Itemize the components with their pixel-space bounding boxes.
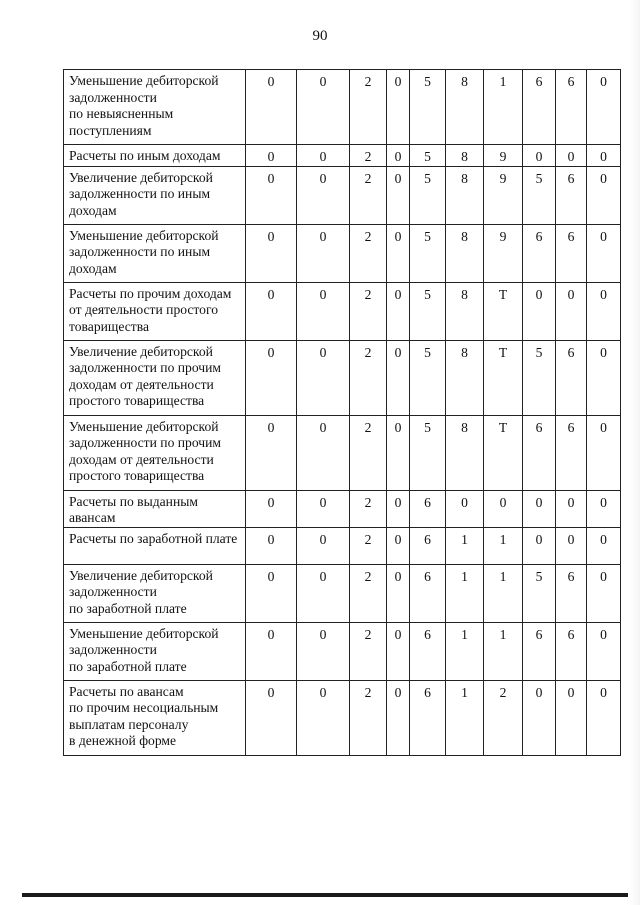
code-digit: 6	[556, 70, 587, 145]
code-digit: 5	[410, 282, 446, 340]
code-digit: 8	[446, 282, 484, 340]
code-digit: 0	[523, 490, 556, 527]
code-digit: 0	[587, 680, 621, 755]
code-digit: 0	[587, 145, 621, 167]
code-digit: 0	[556, 527, 587, 564]
code-digit: 0	[587, 527, 621, 564]
row-label: Расчеты по выданным авансам	[64, 490, 246, 527]
table-row	[64, 70, 621, 145]
code-digit: 0	[556, 490, 587, 527]
code-digit: 0	[246, 622, 297, 680]
code-digit: 8	[446, 166, 484, 224]
code-digit: 8	[446, 224, 484, 282]
code-digit: 5	[410, 70, 446, 145]
code-digit: 0	[523, 145, 556, 167]
table-row	[64, 527, 621, 564]
code-digit: 0	[246, 527, 297, 564]
table-row	[64, 166, 621, 224]
code-digit: 0	[246, 145, 297, 167]
code-digit: 0	[297, 282, 350, 340]
code-digit: 0	[446, 490, 484, 527]
code-digit: 0	[556, 282, 587, 340]
code-digit: 0	[587, 415, 621, 490]
row-label: Уменьшение дебиторской задолженности по заработной плате	[64, 622, 246, 680]
code-digit: 0	[246, 490, 297, 527]
code-digit: 2	[350, 490, 387, 527]
code-digit: 0	[387, 415, 410, 490]
code-digit: 0	[246, 166, 297, 224]
code-digit: 9	[484, 224, 523, 282]
code-digit: 0	[297, 166, 350, 224]
code-digit: 6	[523, 622, 556, 680]
code-digit: 6	[556, 224, 587, 282]
code-digit: 0	[297, 564, 350, 622]
code-digit: 0	[556, 680, 587, 755]
code-digit: 8	[446, 70, 484, 145]
code-digit: 8	[446, 340, 484, 415]
code-digit: Т	[484, 340, 523, 415]
row-label: Увеличение дебиторской задолженности по заработной плате	[64, 564, 246, 622]
code-digit: 0	[246, 680, 297, 755]
table-row	[64, 415, 621, 490]
code-digit: 0	[297, 415, 350, 490]
row-label: Увеличение дебиторской задолженности по иным доходам	[64, 166, 246, 224]
code-digit: 0	[587, 282, 621, 340]
scan-edge	[630, 0, 640, 905]
code-digit: 0	[297, 145, 350, 167]
page-number: 90	[312, 28, 328, 44]
row-label: Увеличение дебиторской задолженности по прочим доходам от деятельности простого товарищества	[64, 340, 246, 415]
code-digit: 0	[556, 145, 587, 167]
code-digit: 6	[410, 527, 446, 564]
code-digit: 6	[523, 224, 556, 282]
code-digit: 8	[446, 145, 484, 167]
code-digit: 0	[587, 490, 621, 527]
code-digit: 0	[587, 70, 621, 145]
code-digit: 9	[484, 145, 523, 167]
code-digit: Т	[484, 415, 523, 490]
code-digit: Т	[484, 282, 523, 340]
table-row	[64, 145, 621, 167]
code-digit: 0	[587, 166, 621, 224]
code-digit: 0	[587, 224, 621, 282]
code-digit: 5	[523, 564, 556, 622]
code-digit: 0	[246, 224, 297, 282]
code-digit: 2	[350, 564, 387, 622]
code-digit: 0	[484, 490, 523, 527]
code-digit: 5	[523, 166, 556, 224]
code-digit: 0	[387, 145, 410, 167]
code-digit: 5	[410, 415, 446, 490]
code-digit: 0	[297, 70, 350, 145]
code-digit: 0	[387, 166, 410, 224]
row-label: Расчеты по авансам по прочим несоциальным выплатам персоналу в денежной форме	[64, 680, 246, 755]
code-digit: 0	[297, 340, 350, 415]
code-digit: 5	[523, 340, 556, 415]
row-label: Уменьшение дебиторской задолженности по невыясненным поступлениям	[64, 70, 246, 145]
table-row	[64, 224, 621, 282]
code-digit: 8	[446, 415, 484, 490]
code-digit: 2	[350, 224, 387, 282]
row-label: Расчеты по прочим доходам от деятельности простого товарищества	[64, 282, 246, 340]
code-digit: 0	[523, 527, 556, 564]
code-digit: 0	[246, 340, 297, 415]
code-digit: 6	[410, 622, 446, 680]
code-digit: 0	[387, 622, 410, 680]
code-digit: 0	[387, 224, 410, 282]
code-digit: 6	[523, 70, 556, 145]
code-digit: 6	[410, 564, 446, 622]
table-row	[64, 680, 621, 755]
code-digit: 0	[297, 224, 350, 282]
code-digit: 1	[484, 564, 523, 622]
accounts-table	[63, 69, 621, 756]
code-digit: 5	[410, 340, 446, 415]
code-digit: 1	[446, 680, 484, 755]
code-digit: 6	[556, 340, 587, 415]
code-digit: 0	[387, 564, 410, 622]
code-digit: 2	[350, 415, 387, 490]
code-digit: 1	[446, 527, 484, 564]
code-digit: 0	[246, 564, 297, 622]
code-digit: 0	[297, 680, 350, 755]
code-digit: 2	[350, 166, 387, 224]
code-digit: 5	[410, 166, 446, 224]
code-digit: 1	[446, 622, 484, 680]
bottom-rule	[22, 893, 628, 897]
table-row	[64, 564, 621, 622]
code-digit: 2	[484, 680, 523, 755]
code-digit: 6	[556, 166, 587, 224]
table-row	[64, 622, 621, 680]
table-row	[64, 282, 621, 340]
code-digit: 2	[350, 680, 387, 755]
row-label: Расчеты по заработной плате	[64, 527, 246, 564]
code-digit: 1	[446, 564, 484, 622]
code-digit: 1	[484, 527, 523, 564]
code-digit: 0	[297, 490, 350, 527]
code-digit: 0	[387, 680, 410, 755]
code-digit: 0	[523, 282, 556, 340]
code-digit: 5	[410, 145, 446, 167]
code-digit: 2	[350, 622, 387, 680]
table-body	[64, 70, 621, 756]
code-digit: 6	[410, 490, 446, 527]
code-digit: 0	[246, 282, 297, 340]
code-digit: 0	[387, 490, 410, 527]
code-digit: 2	[350, 282, 387, 340]
row-label: Уменьшение дебиторской задолженности по прочим доходам от деятельности простого товарищества	[64, 415, 246, 490]
code-digit: 0	[246, 415, 297, 490]
code-digit: 6	[410, 680, 446, 755]
code-digit: 9	[484, 166, 523, 224]
row-label: Уменьшение дебиторской задолженности по иным доходам	[64, 224, 246, 282]
code-digit: 0	[387, 282, 410, 340]
table-row	[64, 490, 621, 527]
code-digit: 0	[587, 564, 621, 622]
code-digit: 0	[387, 340, 410, 415]
code-digit: 0	[297, 527, 350, 564]
code-digit: 0	[387, 527, 410, 564]
row-label: Расчеты по иным доходам	[64, 145, 246, 167]
code-digit: 0	[587, 340, 621, 415]
code-digit: 6	[556, 564, 587, 622]
code-digit: 6	[556, 415, 587, 490]
table-row	[64, 340, 621, 415]
code-digit: 2	[350, 340, 387, 415]
code-digit: 1	[484, 622, 523, 680]
code-digit: 0	[387, 70, 410, 145]
code-digit: 0	[587, 622, 621, 680]
code-digit: 0	[523, 680, 556, 755]
code-digit: 0	[297, 622, 350, 680]
code-digit: 5	[410, 224, 446, 282]
code-digit: 2	[350, 70, 387, 145]
code-digit: 0	[246, 70, 297, 145]
code-digit: 1	[484, 70, 523, 145]
code-digit: 2	[350, 145, 387, 167]
code-digit: 6	[556, 622, 587, 680]
code-digit: 2	[350, 527, 387, 564]
code-digit: 6	[523, 415, 556, 490]
